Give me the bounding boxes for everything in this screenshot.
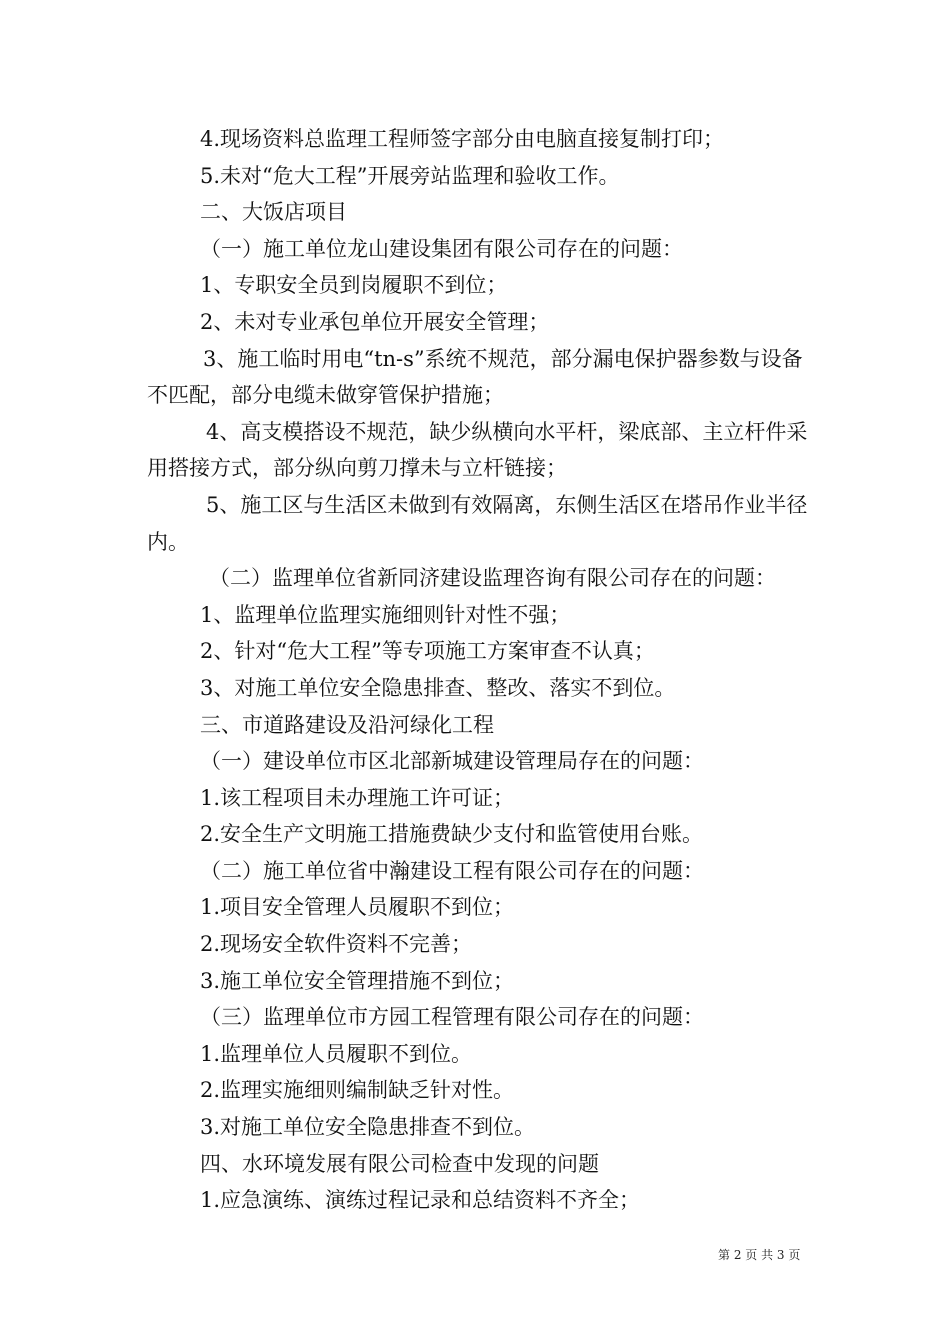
paragraph: 5.未对“危大工程”开展旁站监理和验收工作。	[200, 163, 620, 188]
page-number-footer: 第 2 页 共 3 页	[718, 1248, 801, 1262]
paragraph: 1.该工程项目未办理施工许可证；	[200, 785, 515, 810]
paragraph: 3.施工单位安全管理措施不到位；	[200, 968, 515, 993]
paragraph: 5、施工区与生活区未做到有效隔离，东侧生活区在塔吊作业半径内。	[147, 492, 808, 554]
paragraph: 1.应急演练、演练过程记录和总结资料不齐全；	[200, 1188, 641, 1213]
document-body	[147, 121, 815, 1219]
paragraph: 2.安全生产文明施工措施费缺少支付和监管使用台账。	[200, 822, 704, 847]
paragraph: 2.监理实施细则编制缺乏针对性。	[200, 1078, 515, 1103]
sub-heading: （一）建设单位市区北部新城建设管理局存在的问题：	[200, 749, 704, 774]
paragraph: 4.现场资料总监理工程师签字部分由电脑直接复制打印；	[200, 127, 725, 151]
section-heading: 三、市道路建设及沿河绿化工程	[200, 712, 494, 737]
section-heading: 二、大饭店项目	[200, 200, 347, 225]
section-heading: 四、水环境发展有限公司检查中发现的问题	[200, 1151, 599, 1176]
paragraph: 2、未对专业承包单位开展安全管理；	[200, 309, 550, 334]
paragraph: 1、专职安全员到岗履职不到位；	[200, 273, 508, 298]
paragraph: 1.监理单位人员履职不到位。	[200, 1041, 473, 1066]
paragraph: 1、监理单位监理实施细则针对性不强；	[200, 602, 571, 627]
paragraph: 4、高支模搭设不规范，缺少纵横向水平杆，梁底部、主立杆件采用搭接方式，部分纵向剪刀撑未与立杆链接；	[147, 419, 808, 481]
sub-heading: （三）监理单位市方园工程管理有限公司存在的问题：	[200, 1005, 704, 1030]
paragraph: 3.对施工单位安全隐患排查不到位。	[200, 1115, 536, 1140]
paragraph: 3、对施工单位安全隐患排查、整改、落实不到位。	[200, 675, 676, 700]
paragraph: 2.现场安全软件资料不完善；	[200, 932, 473, 957]
sub-heading: （一）施工单位龙山建设集团有限公司存在的问题：	[200, 236, 683, 261]
paragraph: 3、施工临时用电“tn-s”系统不规范，部分漏电保护器参数与设备不匹配，部分电缆未做穿管保护措施；	[147, 346, 803, 408]
sub-heading: （二）施工单位省中瀚建设工程有限公司存在的问题：	[200, 858, 704, 883]
paragraph: 1.项目安全管理人员履职不到位；	[200, 895, 515, 920]
sub-heading: （二）监理单位省新同济建设监理咨询有限公司存在的问题：	[209, 566, 776, 591]
paragraph: 2、针对“危大工程”等专项施工方案审查不认真；	[200, 639, 655, 664]
